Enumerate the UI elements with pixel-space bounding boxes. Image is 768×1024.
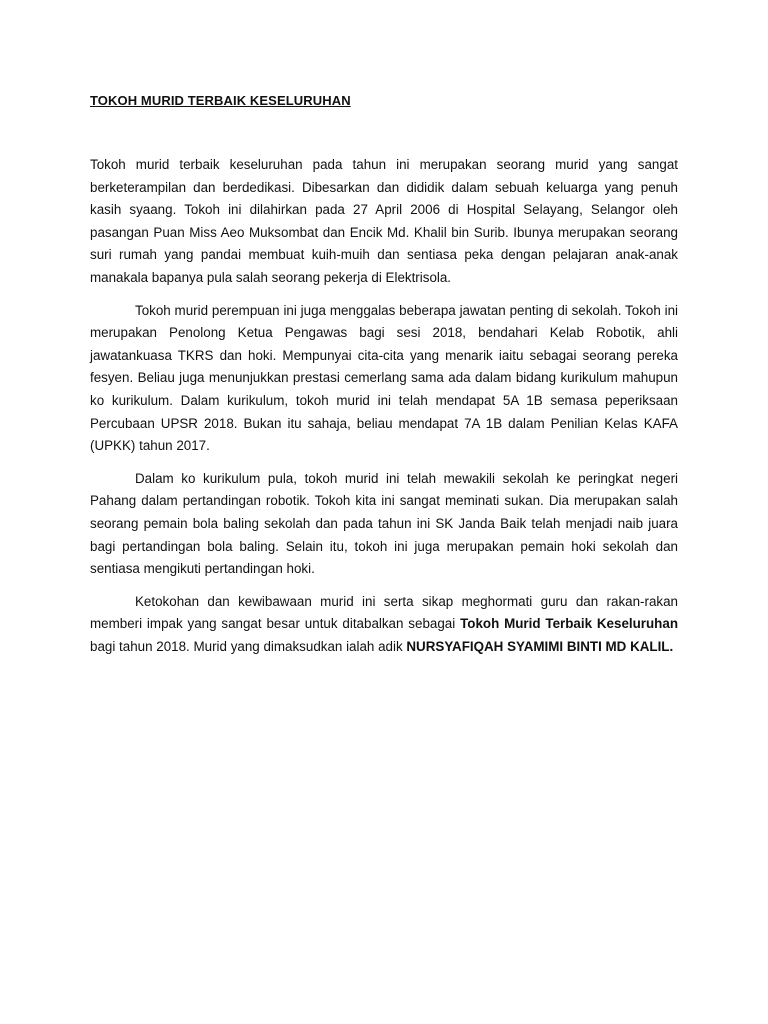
- closing-text-1: Ketokohan dan kewibawaan murid ini serta sikap meghormati guru dan rakan-rakan memberi impak yang sangat besar untuk ditabalkan sebagai: [90, 593, 678, 632]
- paragraph-closing: [90, 591, 678, 659]
- document-title: TOKOH MURID TERBAIK KESELURUHAN: [90, 93, 351, 108]
- paragraph-positions: Tokoh murid perempuan ini juga menggalas beberapa jawatan penting di sekolah. Tokoh ini merupakan Penolong Ketua Pengawas bagi sesi 2018, bendahari Kelab Robotik, ahli jawatankuasa TKRS dan hoki. Mempunyai cita-cita yang menarik iaitu sebagai seorang pereka fesyen. Beliau juga menunjukkan prestasi cemerlang sama ada dalam bidang kurikulum mahupun ko kurikulum. Dalam kurikulum, tokoh murid ini telah mendapat 5A 1B semasa peperiksaan Percubaan UPSR 2018. Bukan itu sahaja, beliau mendapat 7A 1B dalam Penilian Kelas KAFA (UPKK) tahun 2017.: [90, 302, 678, 454]
- document-page: [90, 93, 678, 668]
- paragraph-cocurriculum: Dalam ko kurikulum pula, tokoh murid ini telah mewakili sekolah ke peringkat negeri Pahang dalam pertandingan robotik. Tokoh kita ini sangat meminati sukan. Dia merupakan salah seorang pemain bola baling sekolah dan pada tahun ini SK Janda Baik telah menjadi naib juara bagi pertandingan bola baling. Selain itu, tokoh ini juga merupakan pemain hoki sekolah dan sentiasa mengikuti pertandingan hoki.: [90, 470, 678, 577]
- student-name: NURSYAFIQAH SYAMIMI BINTI MD KALIL.: [406, 638, 674, 654]
- closing-text-2: bagi tahun 2018. Murid yang dimaksudkan ialah adik: [90, 638, 407, 654]
- award-title: Tokoh Murid Terbaik Keseluruhan: [460, 616, 678, 632]
- paragraph-intro: Tokoh murid terbaik keseluruhan pada tahun ini merupakan seorang murid yang sangat berketerampilan dan berdedikasi. Dibesarkan dan dididik dalam sebuah keluarga yang penuh kasih syaang. Tokoh ini dilahirkan pada 27 April 2006 di Hospital Selayang, Selangor oleh pasangan Puan Miss Aeo Muksombat dan Encik Md. Khalil bin Surib. Ibunya merupakan seorang suri rumah yang pandai membuat kuih-muih dan sentiasa peka dengan pelajaran anak-anak manakala bapanya pula salah seorang pekerja di Elektrisola.: [90, 157, 678, 285]
